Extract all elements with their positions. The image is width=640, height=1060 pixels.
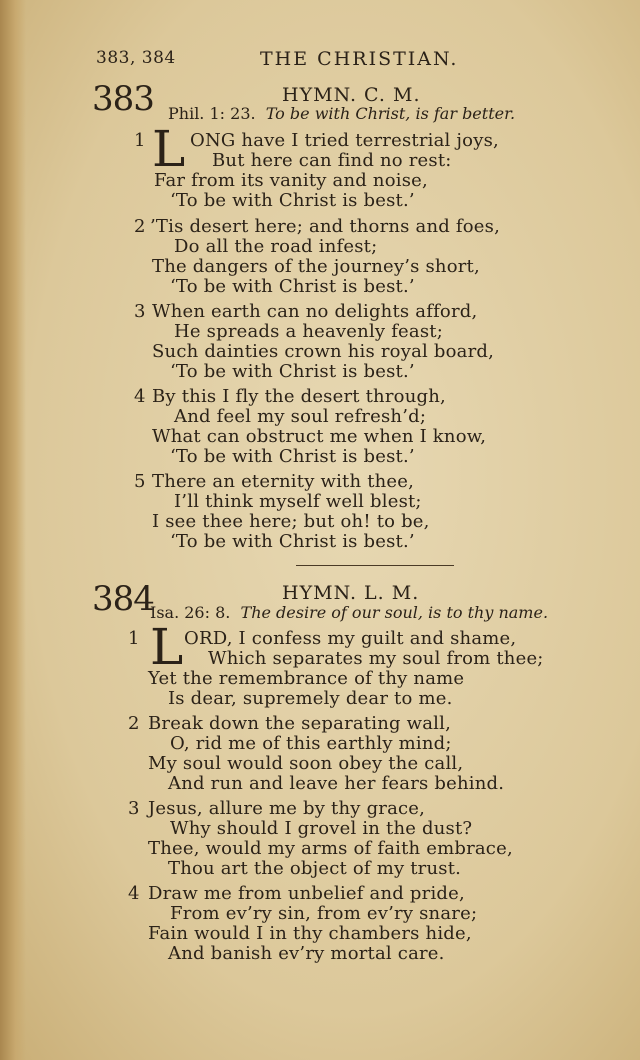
verse-line: Fain would I in thy chambers hide, [148,923,472,944]
stanza-number: 3 [128,798,140,819]
verse-line: Is dear, supremely dear to me. [168,688,453,709]
verse-line: And banish ev’ry mortal care. [168,943,445,964]
verse-line: ’Tis desert here; and thorns and foes, [150,216,501,237]
verse-line: But here can find no rest: [212,150,452,171]
reference-quote: To be with Christ, is far better. [265,104,516,123]
stanza-number: 4 [128,883,140,904]
scripture-reference [150,603,548,622]
reference-citation: Phil. 1: 23. [168,104,256,123]
verse-line: The dangers of the journey’s short, [152,256,480,277]
verse-line: Thou art the object of my trust. [168,858,462,879]
verse-line: Why should I grovel in the dust? [170,818,473,839]
stanza-number: 1 [128,628,140,649]
verse-line: When earth can no delights afford, [152,301,478,322]
verse-line: Yet the remembrance of thy name [148,668,465,689]
hymn-number: 383 [92,79,154,119]
stanza-number: 2 [128,713,140,734]
page-edge-shadow [0,0,26,1060]
reference-quote: The desire of our soul, is to thy name. [240,603,549,622]
hymn-heading: HYMN. C. M. [282,84,421,106]
verse-line: ‘To be with Christ is best.’ [170,446,415,467]
verse-line: Draw me from unbelief and pride, [148,883,465,904]
page-numbers: 383, 384 [96,48,176,68]
verse-line: Thee, would my arms of faith embrace, [148,838,513,859]
stanza-number: 1 [134,130,146,151]
verse-line: ‘To be with Christ is best.’ [170,190,415,211]
verse-line: ONG have I tried terrestrial joys, [190,130,499,151]
verse-line: Jesus, allure me by thy grace, [148,798,426,819]
verse-line: Do all the road infest; [174,236,378,257]
verse-line: My soul would soon obey the call, [148,753,464,774]
reference-citation: Isa. 26: 8. [150,603,231,622]
running-head [96,48,566,72]
verse-line: Break down the separating wall, [148,713,452,734]
hymn-number: 384 [92,579,154,619]
verse-line: There an eternity with thee, [152,471,415,492]
verse-line: What can obstruct me when I know, [152,426,487,447]
hymn-heading: HYMN. L. M. [282,582,420,604]
verse-line: ORD, I confess my guilt and shame, [184,628,517,649]
verse-line: Which separates my soul from thee; [208,648,544,669]
scripture-reference [168,104,515,123]
verse-line: O, rid me of this earthly mind; [170,733,452,754]
verse-line: Such dainties crown his royal board, [152,341,495,362]
verse-line: From ev’ry sin, from ev’ry snare; [170,903,478,924]
stanza-number: 3 [134,301,146,322]
verse-line: I’ll think myself well blest; [174,491,422,512]
drop-cap: L [150,618,184,676]
verse-line: By this I fly the desert through, [152,386,446,407]
section-divider [296,565,454,566]
drop-cap: L [152,120,186,178]
verse-line: Far from its vanity and noise, [154,170,428,191]
verse-line: And run and leave her fears behind. [168,773,505,794]
verse-line: He spreads a heavenly feast; [174,321,443,342]
verse-line: And feel my soul refresh’d; [174,406,427,427]
verse-line: I see thee here; but oh! to be, [152,511,430,532]
stanza-number: 4 [134,386,146,407]
stanza-number: 5 [134,471,146,492]
stanza-number: 2 [134,216,146,237]
book-title: THE CHRISTIAN. [260,48,459,70]
verse-line: ‘To be with Christ is best.’ [170,276,415,297]
verse-line: ‘To be with Christ is best.’ [170,361,415,382]
verse-line: ‘To be with Christ is best.’ [170,531,415,552]
